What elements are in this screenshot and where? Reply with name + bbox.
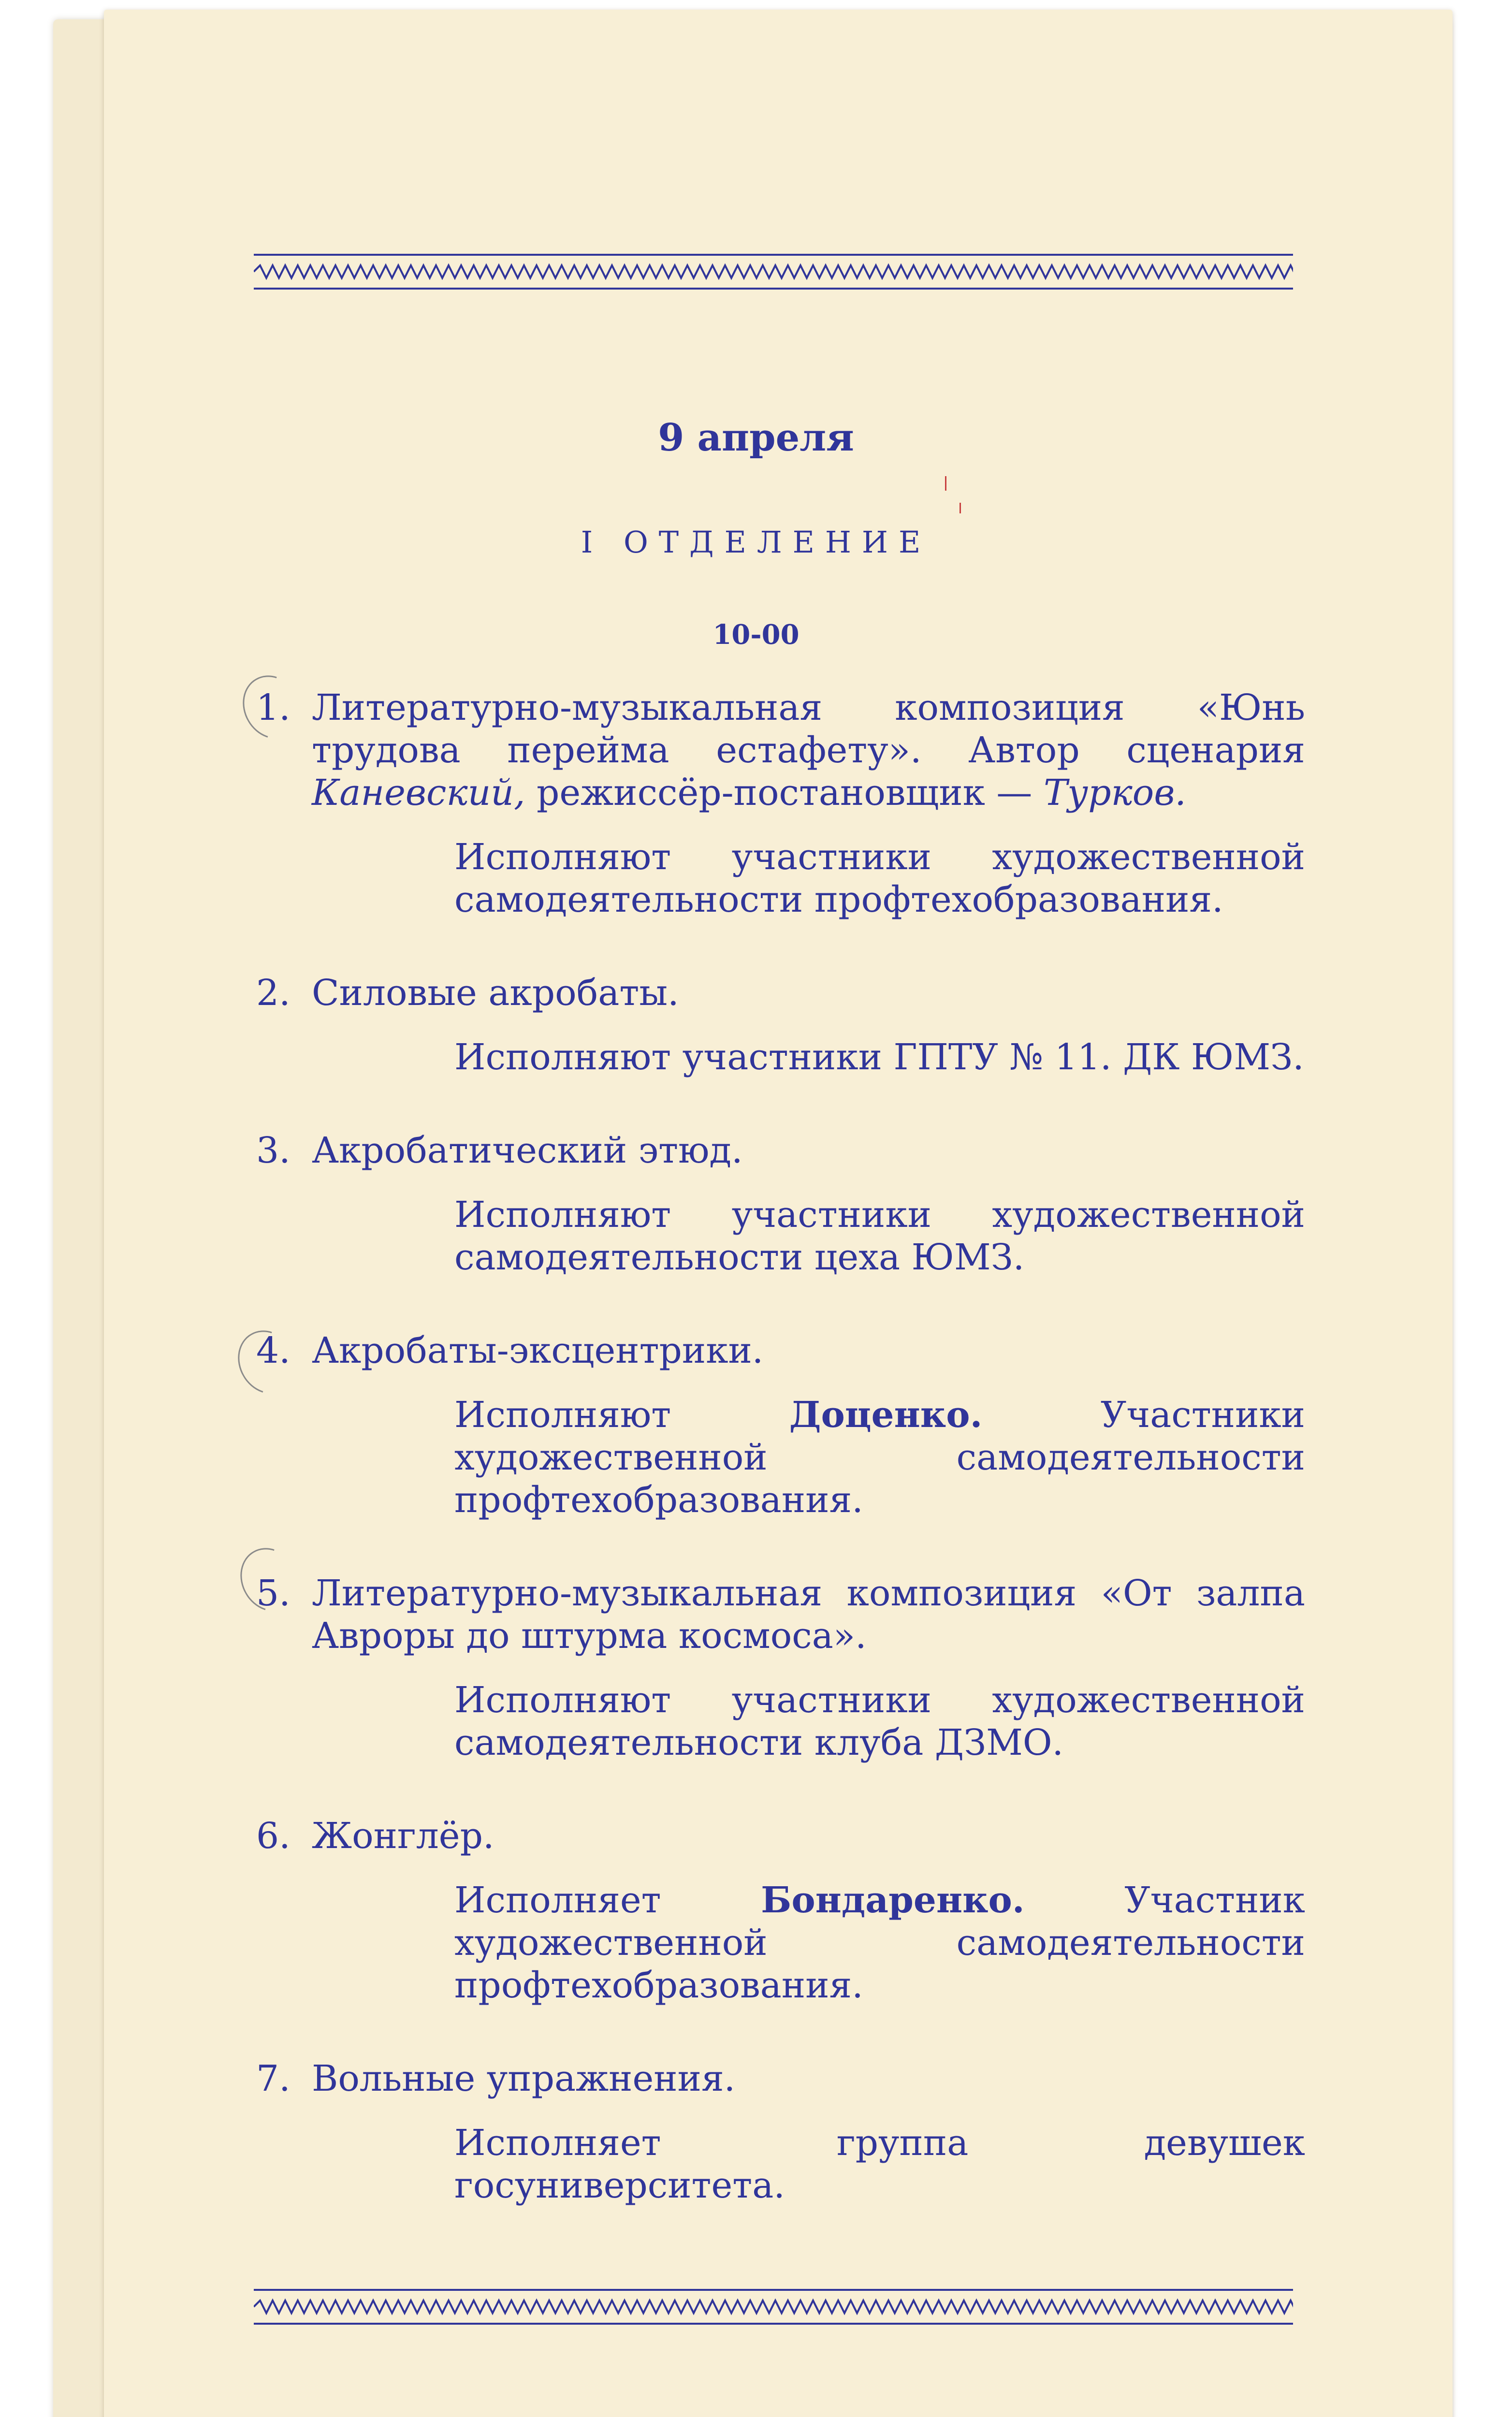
- program-item: [256, 1129, 1305, 1279]
- item-performers: Исполняет группа девушек госуниверситета.: [454, 2122, 1305, 2206]
- item-performers: Исполняют участники художественной самодеятельности клуба ДЗМО.: [454, 1679, 1305, 1763]
- item-number: 7.: [256, 2058, 291, 2099]
- item-number: 1.: [256, 687, 291, 728]
- item-performers: Исполняют Доценко. Участники художественной самодеятельности профтехобразования.: [454, 1394, 1305, 1521]
- start-time: 10-00: [712, 619, 800, 651]
- program-item: [256, 1572, 1305, 1764]
- program-date: 9 апреля: [658, 416, 854, 460]
- item-title: Акробаты-эксцентрики.: [312, 1330, 764, 1371]
- program-item: [256, 2057, 1305, 2207]
- red-pencil-mark: [945, 476, 946, 491]
- item-performers: Исполняет Бондаренко. Участник художественной самодеятельности профтехобразования.: [454, 1879, 1305, 2006]
- program-item: [256, 1815, 1305, 2007]
- item-performers: Исполняют участники художественной самодеятельности цеха ЮМЗ.: [454, 1194, 1305, 1278]
- item-number: 6.: [256, 1815, 291, 1857]
- item-number: 3.: [256, 1130, 291, 1171]
- item-number: 2.: [256, 972, 291, 1014]
- item-number: 5.: [256, 1573, 291, 1614]
- item-title: Акробатический этюд.: [312, 1130, 743, 1171]
- item-title: Литературно-музыкальная композиция «Юнь трудова перейма естафету». Автор сценария Каневский, режиссёр-постановщик — Турков.: [312, 687, 1305, 814]
- program-list: [256, 686, 1305, 2257]
- performer-name: Бондаренко.: [761, 1879, 1025, 1921]
- item-title: Силовые акробаты.: [312, 972, 679, 1014]
- item-number: 4.: [256, 1330, 291, 1371]
- bottom-ornament: [254, 2279, 1293, 2332]
- top-ornament: [254, 244, 1293, 297]
- program-item: [256, 972, 1305, 1078]
- program-item: [256, 686, 1305, 921]
- program-item: [256, 1329, 1305, 1521]
- author-name: Каневский,: [312, 772, 525, 814]
- item-title: Литературно-музыкальная композиция «От залпа Авроры до штурма космоса».: [312, 1573, 1305, 1657]
- item-performers: Исполняют участники ГПТУ № 11. ДК ЮМЗ.: [454, 1036, 1304, 1078]
- performer-name: Доценко.: [789, 1394, 983, 1436]
- section-title: I ОТДЕЛЕНИЕ: [581, 524, 931, 560]
- item-title: Вольные упражнения.: [312, 2058, 736, 2099]
- director-name: Турков.: [1043, 772, 1186, 814]
- item-performers: Исполняют участники художественной самодеятельности профтехобразования.: [454, 836, 1305, 920]
- item-title: Жонглёр.: [312, 1815, 494, 1857]
- red-pencil-mark: [960, 503, 961, 513]
